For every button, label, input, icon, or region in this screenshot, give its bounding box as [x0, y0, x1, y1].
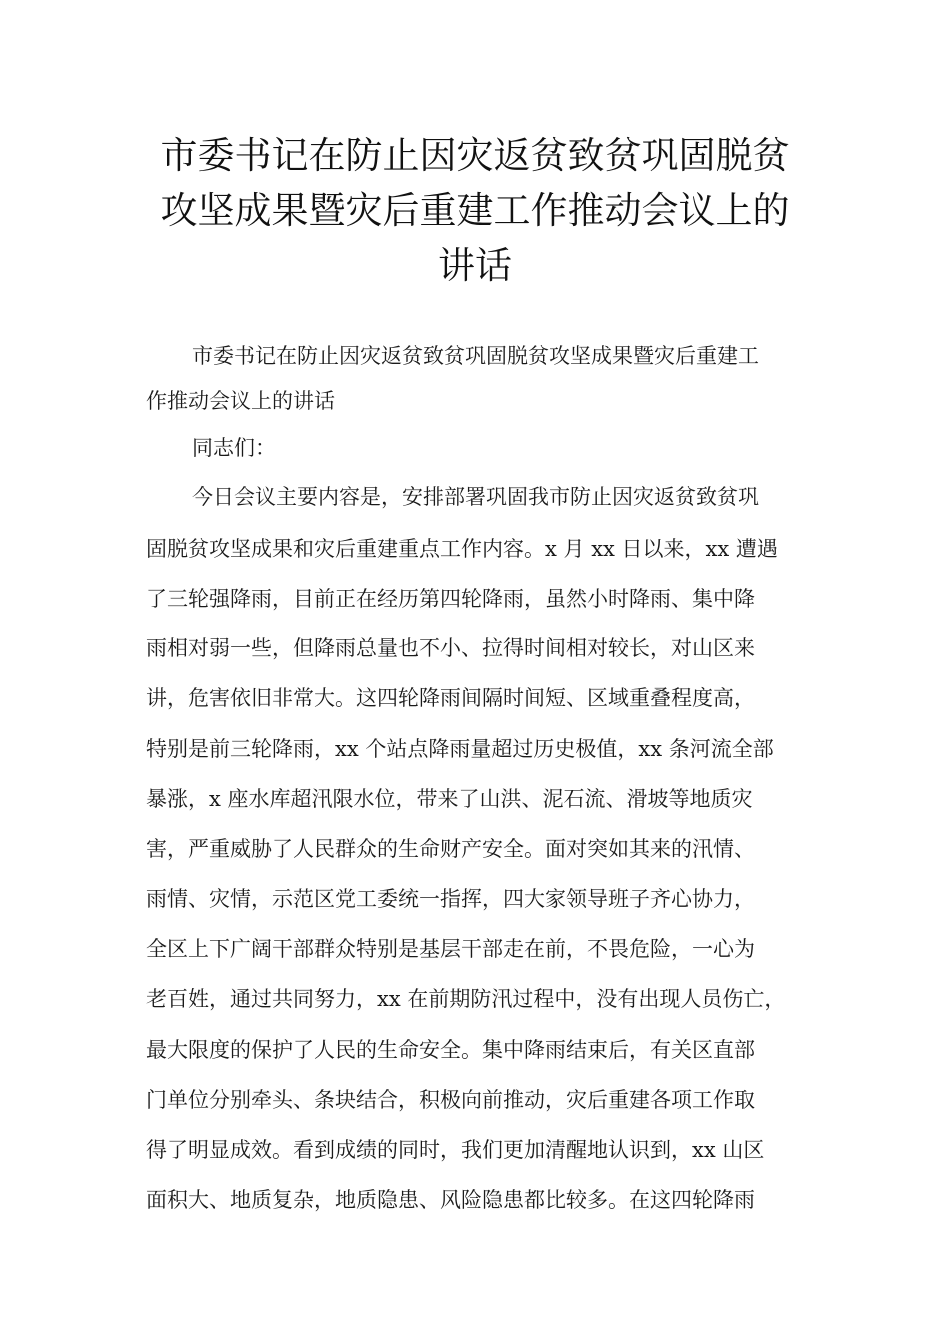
salutation-line: 同志们： — [192, 436, 276, 460]
paragraph-line: 讲，危害依旧非常大。这四轮降雨间隔时间短、区域重叠程度高， — [146, 686, 755, 710]
title-line: 讲话 — [438, 244, 512, 287]
paragraph-line: 害，严重威胁了人民群众的生命财产安全。面对突如其来的汛情、 — [146, 837, 755, 861]
paragraph-line: 固脱贫攻坚成果和灾后重建重点工作内容。x 月 xx 日以来，xx 遭遇 — [146, 537, 778, 561]
paragraph-line: 最大限度的保护了人民的生命安全。集中降雨结束后，有关区直部 — [146, 1038, 755, 1062]
paragraph-line: 市委书记在防止因灾返贫致贫巩固脱贫攻坚成果暨灾后重建工 — [192, 344, 759, 368]
paragraph-line: 得了明显成效。看到成绩的同时，我们更加清醒地认识到，xx 山区 — [146, 1138, 765, 1162]
paragraph-line: 面积大、地质复杂，地质隐患、风险隐患都比较多。在这四轮降雨 — [146, 1188, 755, 1212]
paragraph-line: 全区上下广阔干部群众特别是基层干部走在前，不畏危险，一心为 — [146, 937, 755, 961]
paragraph-line: 作推动会议上的讲话 — [146, 389, 335, 413]
paragraph-line: 暴涨，x 座水库超汛限水位，带来了山洪、泥石流、滑坡等地质灾 — [146, 787, 753, 811]
paragraph-line: 了三轮强降雨，目前正在经历第四轮降雨，虽然小时降雨、集中降 — [146, 587, 755, 611]
title-line: 市委书记在防止因灾返贫致贫巩固脱贫 — [160, 134, 790, 177]
title-line: 攻坚成果暨灾后重建工作推动会议上的 — [160, 189, 790, 232]
paragraph-line: 雨相对弱一些，但降雨总量也不小、拉得时间相对较长，对山区来 — [146, 636, 755, 660]
document-title — [130, 128, 820, 293]
paragraph-line: 老百姓，通过共同努力，xx 在前期防汛过程中，没有出现人员伤亡， — [146, 987, 786, 1011]
paragraph-line: 门单位分别牵头、条块结合，积极向前推动，灾后重建各项工作取 — [146, 1088, 755, 1112]
paragraph-line: 今日会议主要内容是，安排部署巩固我市防止因灾返贫致贫巩 — [192, 485, 759, 509]
paragraph-line: 雨情、灾情，示范区党工委统一指挥，四大家领导班子齐心协力， — [146, 887, 755, 911]
paragraph-line: 特别是前三轮降雨，xx 个站点降雨量超过历史极值，xx 条河流全部 — [146, 737, 774, 761]
